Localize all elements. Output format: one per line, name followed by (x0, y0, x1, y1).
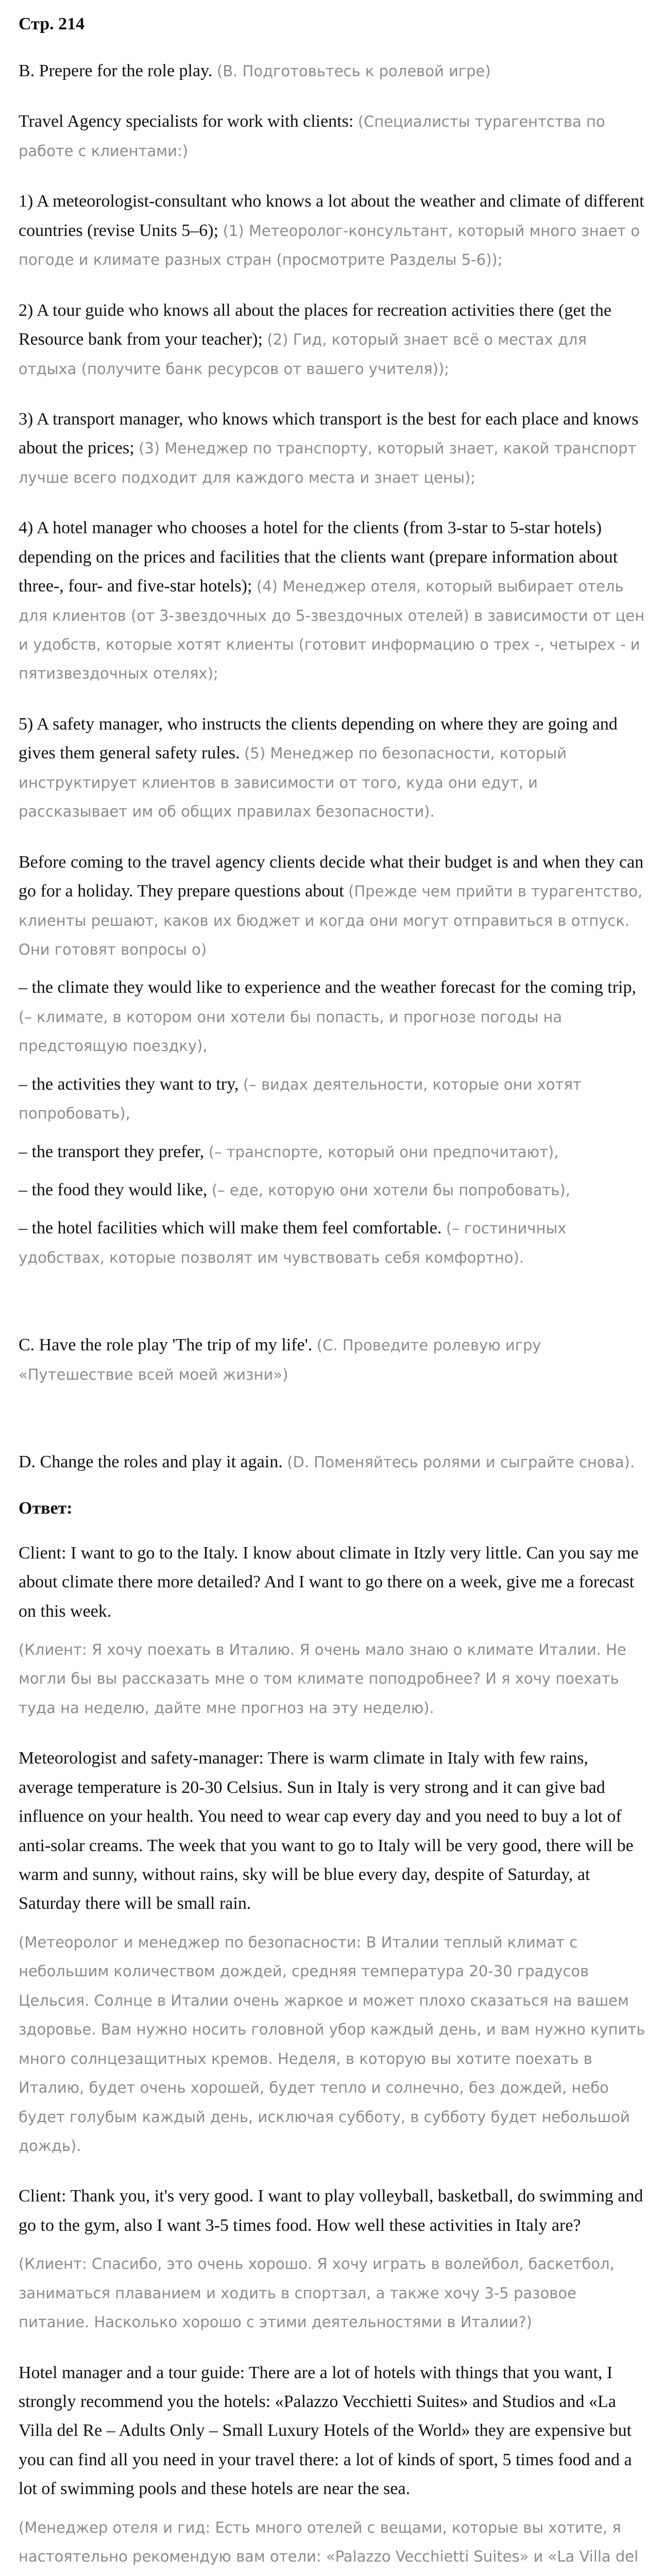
question-text: – the transport they prefer, (19, 1142, 205, 1161)
role-translation: (5) Менеджер по безопасности, который инструктирует клиентов в зависимости от того, куда они едут, и рассказывает им об общих правилах безопасности). (19, 744, 567, 821)
task-d-title: D. Change the roles and play it again. (19, 1452, 283, 1472)
role-text: 4) A hotel manager who chooses a hotel for the clients (from 3-star to 5-star hotels) depending on the prices and facilities that the clients want (prepare information about three-, four- and five-star hotels); (19, 518, 618, 596)
question-translation: (– видах деятельности, которые они хотят попробовать), (19, 1075, 582, 1123)
role-translation: (2) Гид, который знает всё о местах для отдыха (получите банк ресурсов от вашего учителя)); (19, 331, 587, 378)
role-translation: (1) Метеоролог-консультант, который много знает о погоде и климате разных стран (просмотрите Разделы 5-6)); (19, 222, 640, 269)
clients-prepare-text: Before coming to the travel agency clients decide what their budget is and when they can go for a holiday. They prepare questions about (19, 852, 644, 901)
question-translation: (– еде, которую они хотели бы попробовать), (211, 1181, 571, 1199)
dialogue-line (19, 2182, 645, 2240)
question-translation: (– климате, в котором они хотели бы попасть, и прогнозе погоды на предстоящую поездку), (19, 1008, 563, 1055)
task-c-translation: (С. Проведите ролевую игру «Путешествие всей моей жизни») (19, 1336, 541, 1383)
question-text: – the climate they would like to experience and the weather forecast for the coming trip, (19, 978, 636, 997)
task-c-title: C. Have the role play 'The trip of my life'. (19, 1335, 313, 1355)
dialogue-translation: (Клиент: Я хочу поехать в Италию. Я очень мало знаю о климате Италии. Не могли бы вы рассказать мне о том климате поподробнее? И я хочу поехать туда на неделю, дайте мне прогноз на эту неделю). (19, 1640, 626, 1717)
question-item (19, 1176, 645, 1205)
question-text: – the food they would like, (19, 1180, 208, 1199)
dialogue-translation: (Менеджер отеля и гид: Есть много отелей с вещами, которые вы хотите, я настоятельно рекомендую вам отели: «Palazzo Vecchietti Suites» и «La Villa del (19, 2518, 639, 2566)
role-text: 5) A safety manager, who instructs the clients depending on where they are going and gives them general safety rules. (19, 714, 618, 763)
dialogue-text: Client: Thank you, it's very good. I want to play volleyball, basketball, do swimming and go to the gym, also I want 3-5 times food. How well these activities in Italy are? (19, 2187, 643, 2235)
role-translation: (3) Менеджер по транспорту, который знает, какой транспорт лучше всего подходит для каждого места и знает цены); (19, 439, 637, 486)
dialogue-translation-block (19, 1635, 645, 1722)
question-text: – the hotel facilities which will make them feel comfortable. (19, 1218, 442, 1238)
clients-prepare-translation: (Прежде чем прийти в турагентство, клиенты решают, каков их бюджет и когда они могут отправиться в отпуск. Они готовят вопросы о) (19, 883, 643, 958)
question-translation: (– транспорте, который они предпочитают), (208, 1143, 559, 1161)
dialogue-translation-block (19, 2249, 645, 2336)
question-translation: (– гостиничных удобствах, которые позволят им чувствовать себя комфортно). (19, 1219, 567, 1266)
role-text: 1) A meteorologist-consultant who knows a lot about the weather and climate of different countries (revise Units 5–6); (19, 192, 644, 240)
dialogue-translation: (Метеоролог и менеджер по безопасности: В Италии теплый климат с небольшим количеством дождей, средняя температура 20-30 градусов Цельсия. Солнце в Италии очень жаркое и может плохо сказаться на вашем здоровье. Вам нужно носить головной убор каждый день, и вам нужно купить много солнцезащитных кремов. Неделя, в которую вы хотите поехать в Италию, будет очень хорошей, будет тепло и солнечно, без дождей, небо будет голубым каждый день, исключая субботу, в субботу будет небольшой дождь). (19, 1933, 645, 2155)
task-b-intro-text: Travel Agency specialists for work with clients: (19, 112, 354, 131)
task-b-intro-translation: (Специалисты турагентства по работе с клиентами:) (19, 113, 605, 160)
page-number-heading: Стр. 214 (19, 14, 85, 33)
question-item (19, 1070, 645, 1128)
dialogue-translation-block (19, 2513, 645, 2576)
question-text: – the activities they want to try, (19, 1074, 239, 1094)
dialogue-text: Hotel manager and a tour guide: There are a lot of hotels with things that you want, I strongly recommend you the hotels: «Palazzo Vecchietti Suites» and Studios and «La Villa del Re – Adults Only – Small Luxury Hotels of the World» they are expensive but you can find all you need in your travel there: a lot of kinds of sport, 5 times food and a lot of swimming pools and these hotels are near the sea. (19, 2363, 632, 2499)
role-text: 3) A transport manager, who knows which transport is the best for each place and knows about the prices; (19, 409, 639, 458)
dialogue-line (19, 2359, 645, 2504)
question-item (19, 1138, 645, 1166)
dialogue-text: Client: I want to go to the Italy. I know about climate in Itzly very little. Can you say me about climate there more detailed? And I want to go there on a week, give me a forecast on this week. (19, 1543, 639, 1621)
role-text: 2) A tour guide who knows all about the places for recreation activities there (get the Resource bank from your teacher); (19, 300, 611, 349)
task-b-intro (19, 107, 645, 165)
question-item (19, 1214, 645, 1272)
task-c-heading (19, 1331, 645, 1389)
role-item (19, 710, 645, 826)
task-b-heading (19, 57, 645, 86)
role-item (19, 187, 645, 274)
dialogue-translation: (Клиент: Спасибо, это очень хорошо. Я хочу играть в волейбол, баскетбол, заниматься плаванием и ходить в спортзал, а также хочу 3-5 разовое питание. Насколько хорошо с этими деятельностями в Италии?) (19, 2255, 615, 2331)
dialogue-line (19, 1539, 645, 1626)
spacer (19, 1294, 645, 1331)
dialogue-line (19, 1744, 645, 1919)
clients-prepare-paragraph (19, 848, 645, 964)
task-b-title: B. Prepere for the role play. (19, 61, 213, 80)
role-translation: (4) Менеджер отеля, который выбирает отель для клиентов (от 3-звездочных до 5-звездочных отелей) в зависимости от цен и удобств, которые хотят клиенты (готовит информацию о трех -, четырех - и пятизвездочных отелях); (19, 578, 645, 683)
role-item (19, 296, 645, 383)
dialogue-translation-block (19, 1928, 645, 2161)
role-item (19, 514, 645, 688)
task-b-translation: (В. Подготовьтесь к ролевой игре) (216, 62, 491, 80)
dialogue-text: Meteorologist and safety-manager: There is warm climate in Italy with few rains, average temperature is 20-30 Celsius. Sun in Italy is very strong and it can give bad influence on your health. You need to wear cap every day and you need to buy a lot of anti-solar creams. The week that you want to go to Italy will be very good, there will be warm and sunny, without rains, sky will be blue every day, despite of Saturday, at Saturday there will be small rain. (19, 1749, 634, 1913)
task-d-heading (19, 1448, 645, 1477)
spacer (19, 1411, 645, 1448)
question-item (19, 973, 645, 1060)
task-d-translation: (D. Поменяйтесь ролями и сыграйте снова). (287, 1453, 635, 1471)
answer-label: Ответ: (19, 1498, 73, 1518)
role-item (19, 405, 645, 492)
